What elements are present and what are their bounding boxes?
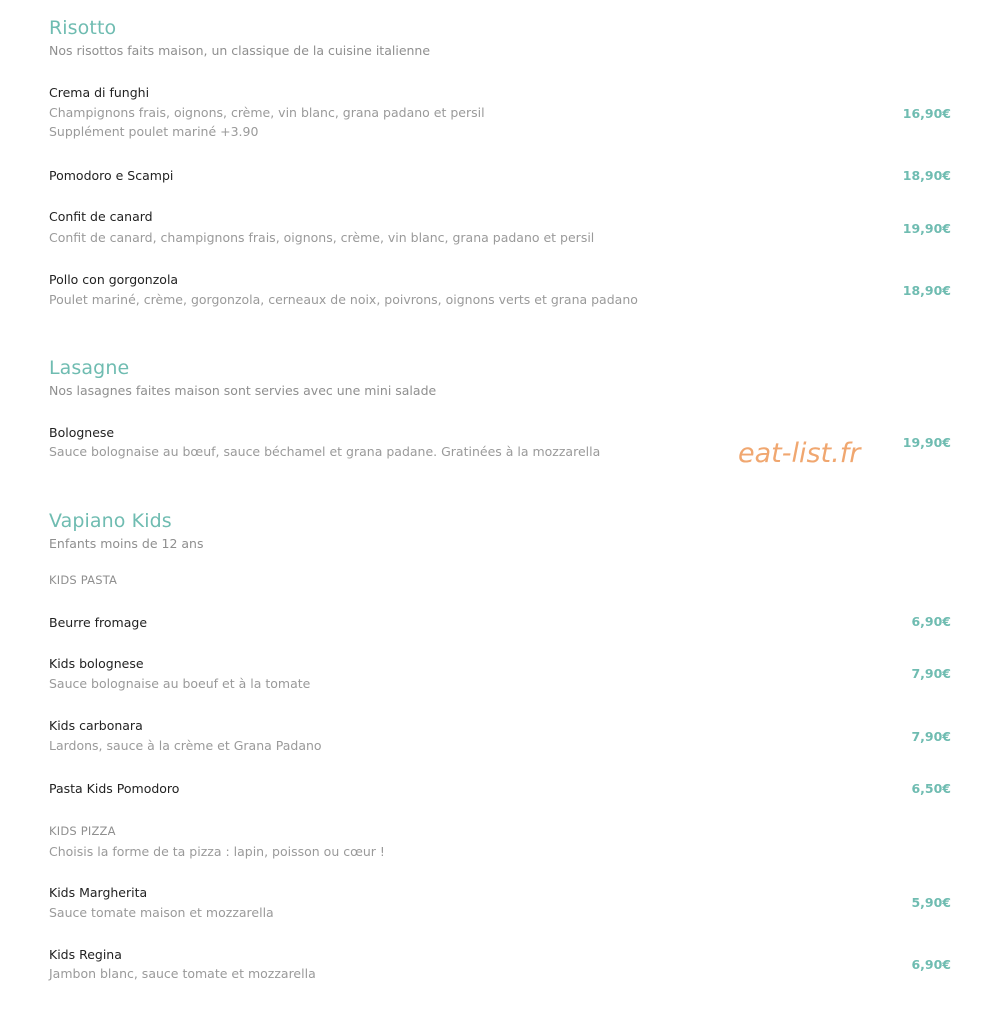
- menu-item-description: Lardons, sauce à la crème et Grana Padano: [49, 738, 322, 753]
- menu-item-description: Champignons frais, oignons, crème, vin blanc, grana padano et persil: [49, 105, 485, 120]
- menu-item-name: Kids Regina: [49, 947, 122, 962]
- menu-item-name: Bolognese: [49, 425, 115, 440]
- watermark: eat-list.fr: [738, 438, 861, 469]
- menu-item-supplement: Supplément poulet mariné +3.90: [49, 124, 259, 139]
- menu-item-price: 19,90€: [902, 435, 951, 450]
- menu-item-description: Sauce bolognaise au bœuf, sauce béchamel et grana padane. Gratinées à la mozzarella: [49, 444, 601, 459]
- menu-item-name: Pomodoro e Scampi: [49, 168, 174, 183]
- menu-item-description: Jambon blanc, sauce tomate et mozzarella: [49, 966, 316, 981]
- subheading-kids-pizza: KIDS PIZZA: [49, 824, 116, 838]
- subheading-kids-pasta: KIDS PASTA: [49, 573, 118, 587]
- menu-item-name: Kids Margherita: [49, 885, 148, 900]
- menu-item-price: 7,90€: [911, 666, 951, 681]
- menu-item-description: Confit de canard, champignons frais, oignons, crème, vin blanc, grana padano et persil: [49, 230, 595, 245]
- menu-item-price: 6,50€: [911, 781, 951, 796]
- menu-item-name: Kids carbonara: [49, 718, 143, 733]
- menu-item-name: Confit de canard: [49, 209, 153, 224]
- section-subtitle-lasagne: Nos lasagnes faites maison sont servies avec une mini salade: [49, 383, 437, 398]
- kids-pizza-note: Choisis la forme de ta pizza : lapin, poisson ou cœur !: [49, 844, 385, 859]
- menu-item-name: Pollo con gorgonzola: [49, 272, 179, 287]
- menu-item-price: 7,90€: [911, 729, 951, 744]
- section-subtitle-kids: Enfants moins de 12 ans: [49, 536, 204, 551]
- menu-item-description: Poulet mariné, crème, gorgonzola, cerneaux de noix, poivrons, oignons verts et grana padano: [49, 292, 638, 307]
- section-title-kids: Vapiano Kids: [49, 510, 172, 532]
- menu-item-price: 18,90€: [902, 168, 951, 183]
- menu-item-name: Crema di funghi: [49, 85, 150, 100]
- menu-item-description: Sauce tomate maison et mozzarella: [49, 905, 274, 920]
- menu-item-description: Sauce bolognaise au boeuf et à la tomate: [49, 676, 311, 691]
- section-title-risotto: Risotto: [49, 17, 117, 39]
- menu-item-price: 6,90€: [911, 614, 951, 629]
- menu-item-name: Pasta Kids Pomodoro: [49, 781, 180, 796]
- menu-item-price: 6,90€: [911, 957, 951, 972]
- menu-item-price: 18,90€: [902, 283, 951, 298]
- section-title-lasagne: Lasagne: [49, 357, 130, 379]
- menu-item-name: Kids bolognese: [49, 656, 144, 671]
- menu-item-price: 5,90€: [911, 895, 951, 910]
- menu-item-price: 19,90€: [902, 221, 951, 236]
- menu-item-price: 16,90€: [902, 106, 951, 121]
- menu-item-name: Beurre fromage: [49, 615, 148, 630]
- section-subtitle-risotto: Nos risottos faits maison, un classique de la cuisine italienne: [49, 43, 431, 58]
